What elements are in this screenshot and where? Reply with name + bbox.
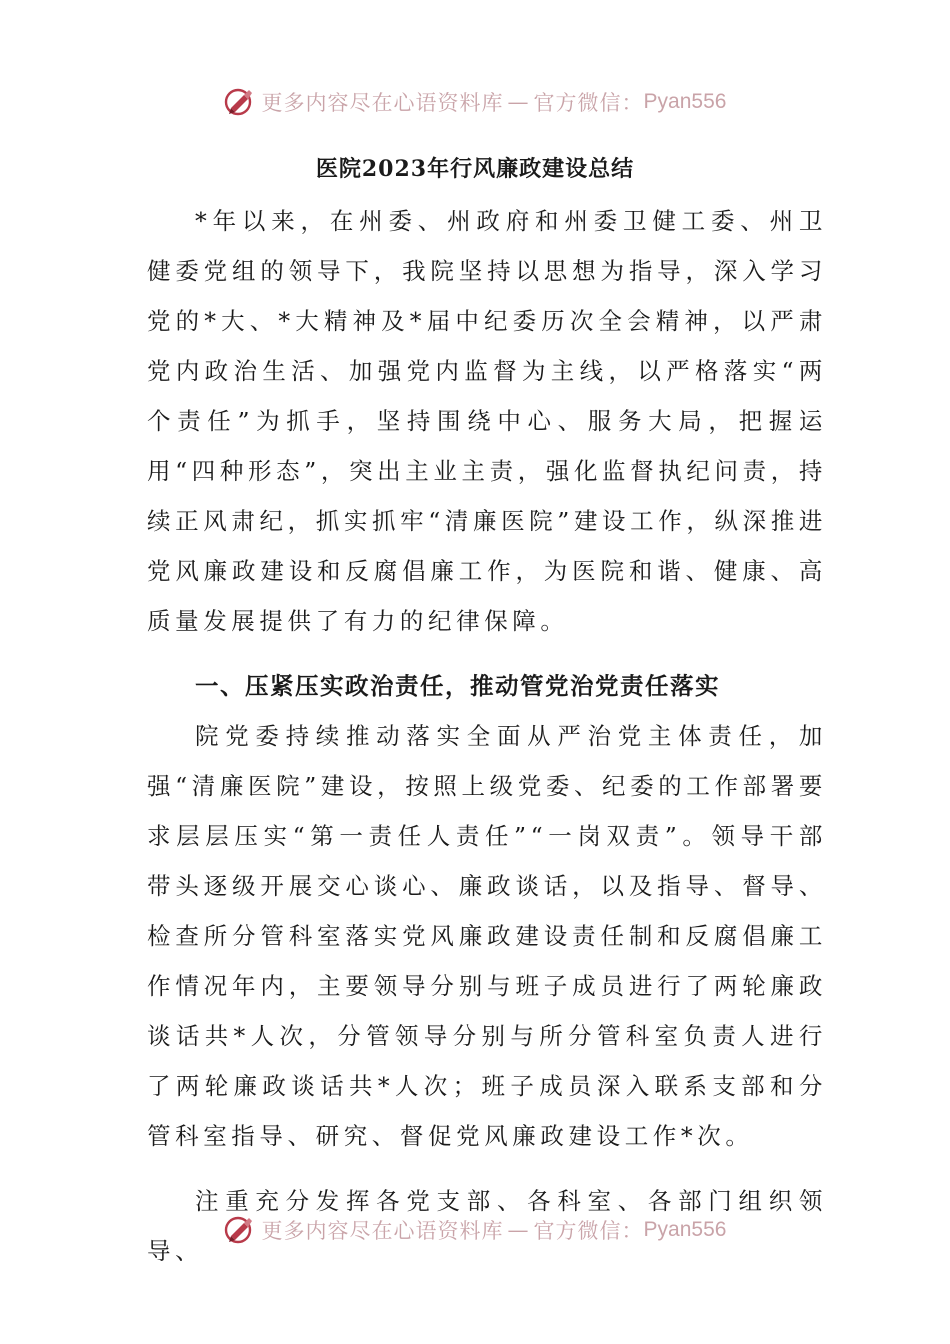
section1-paragraph-1: 院党委持续推动落实全面从严治党主体责任，加强“清廉医院”建设，按照上级党委、纪委的工作部署要求层层压实“第一责任人责任”“一岗双责”。领导干部带头逐级开展交心谈心、廉政谈话，以及指导、督导、检查所分管科室落实党风廉政建设责任制和反腐倡廉工作情况年内，主要领导分别与班子成员进行了两轮廉政谈话共*人次，分管领导分别与所分管科室负责人进行了两轮廉政谈话共*人次；班子成员深入联系支部和分管科室指导、研究、督促党风廉政建设工作*次。 [147, 722, 827, 1150]
banner-contact-label: 官方微信： [533, 91, 644, 115]
document-title: 医院2023年行风廉政建设总结 [315, 156, 635, 182]
banner-separator: — [507, 90, 530, 114]
section1-paragraph-2: 注重充分发挥各党支部、各科室、各部门组织领导、 [147, 1187, 827, 1265]
banner-separator: — [507, 1218, 530, 1242]
intro-paragraph: *年以来，在州委、州政府和州委卫健工委、州卫健委党组的领导下，我院坚持以思想为指导，深入学习党的*大、*大精神及*届中纪委历次全会精神，以严肃党内政治生活、加强党内监督为主线，以严格落实“两个责任”为抓手，坚持围绕中心、服务大局，把握运用“四种形态”，突出主业主责，强化监督执纪问责，持续正风肃纪，抓实抓牢“清廉医院”建设工作，纵深推进党风廉政建设和反腐倡廉工作，为医院和谐、健康、高质量发展提供了有力的纪律保障。 [147, 207, 827, 635]
banner-handle: Pyan556 [643, 1218, 727, 1241]
banner-text: 更多内容尽在心语资料库 [261, 1219, 504, 1243]
banner-handle: Pyan556 [643, 90, 727, 113]
header-banner [0, 82, 950, 122]
banner-text: 更多内容尽在心语资料库 [261, 91, 504, 115]
banner-contact-label: 官方微信： [533, 1219, 644, 1243]
document-body [147, 196, 827, 1276]
section-heading-1: 一、压紧压实政治责任，推动管党治党责任落实 [195, 672, 720, 700]
footer-banner [0, 1210, 950, 1250]
pen-circle-logo-icon [224, 1214, 256, 1246]
pen-circle-logo-icon [224, 86, 256, 118]
